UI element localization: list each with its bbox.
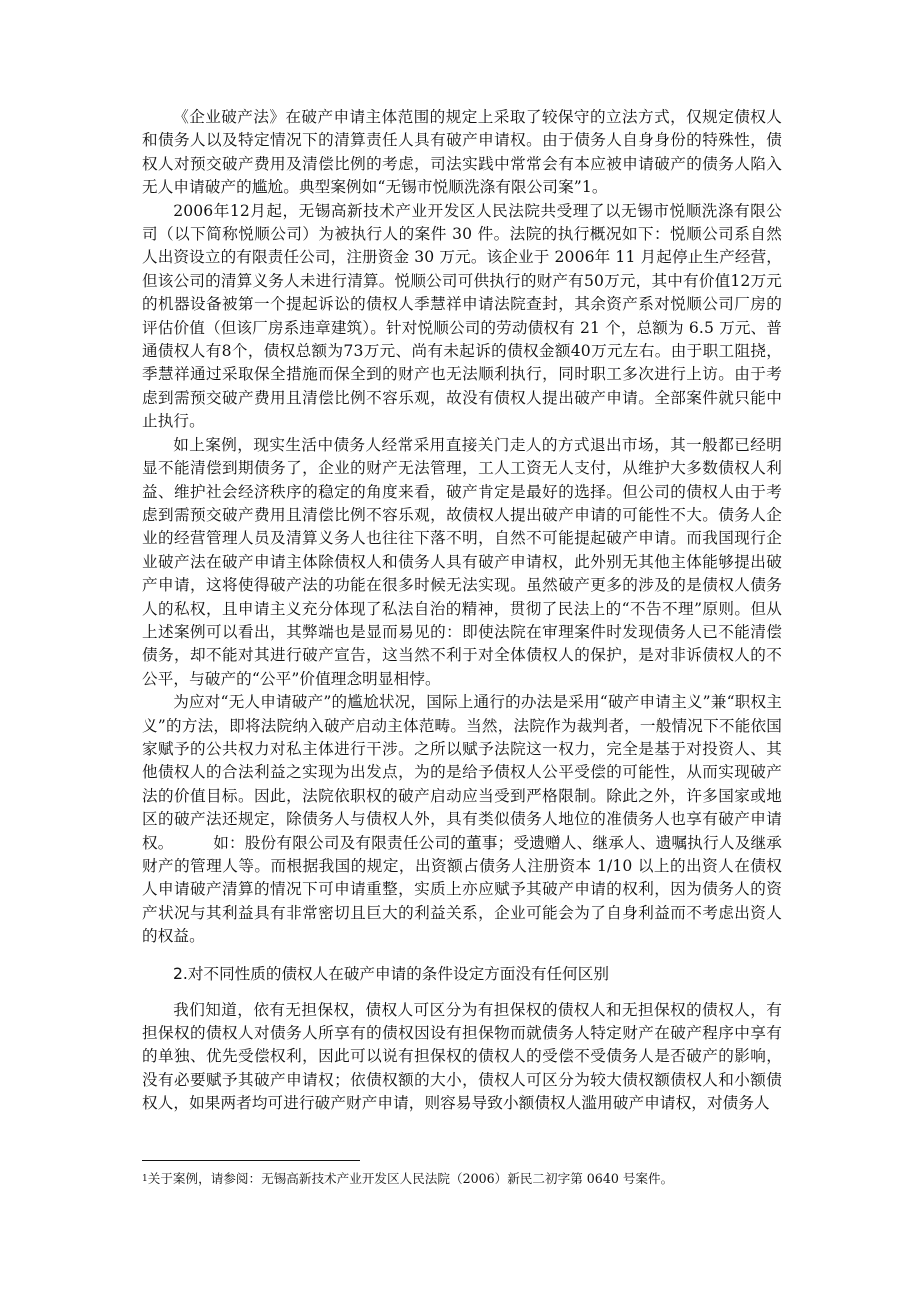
footnote-divider: [142, 1160, 360, 1161]
paragraph-intro: 《企业破产法》在破产申请主体范围的规定上采取了较保守的立法方式，仅规定债权人和债务人以及特定情况下的清算责任人具有破产申请权。由于债务人自身身份的特殊性，债权人对预交破产费用及清偿比例的考虑，司法实践中常常会有本应被申请破产的债务人陷入无人申请破产的尴尬。典型案例如“无锡市悦顺洗涤有限公司案”1。: [142, 108, 782, 197]
footnote-marker: 1: [142, 1174, 148, 1184]
section-heading: 2.对不同性质的债权人在破产申请的条件设定方面没有任何区别: [173, 964, 609, 983]
paragraph-creditor-types: 我们知道，依有无担保权，债权人可区分为有担保权的债权人和无担保权的债权人，有担保权的债权人对债务人所享有的债权因设有担保物而就债务人特定财产在破产程序中享有的单独、优先受偿权利，因此可以说有担保权的债权人的受偿不受债务人是否破产的影响，没有必要赋予其破产申请权；依债权额的大小，债权人可区分为较大债权额债权人和小额债权人，如果两者均可进行破产财产申请，则容易导致小额债权人滥用破产申请权，对债务人: [142, 1000, 782, 1113]
footnote: [142, 1170, 782, 1188]
paragraph-case-facts: 2006年12月起，无锡高新技术产业开发区人民法院共受理了以无锡市悦顺洗涤有限公司（以下简称悦顺公司）为被执行人的案件 30 件。法院的执行概况如下：悦顺公司系自然人出资设立的有限责任公司，注册资金 30 万元。该企业于 2006年 11 月起停止生产经营，但该公司的清算义务人未进行清算。悦顺公司可供执行的财产有50万元，其中有价值12万元的机器设备被第一个提起诉讼的债权人季慧祥申请法院查封，其余资产系对悦顺公司厂房的评估价值（但该厂房系违章建筑）。针对悦顺公司的劳动债权有 21 个，总额为 6.5 万元、普通债权人有8个，债权总额为73万元、尚有未起诉的债权金额40万元左右。由于职工阻挠，季慧祥通过采取保全措施而保全到的财产也无法顺利执行，同时职工多次进行上访。由于考虑到需预交破产费用且清偿比例不容乐观，故没有债权人提出破产申请。全部案件就只能中止执行。: [142, 201, 782, 431]
footnote-text: 关于案例，请参阅：无锡高新技术产业开发区人民法院（2006）新民二初字第 0640 号案件。: [147, 1171, 674, 1186]
paragraph-international-practice: 为应对“无人申请破产”的尴尬状况，国际上通行的办法是采用“破产申请主义”兼“职权主义”的方法，即将法院纳入破产启动主体范畴。当然，法院作为裁判者，一般情况下不能依国家赋予的公共权力对私主体进行干涉。之所以赋予法院这一权力，完全是基于对投资人、其他债权人的合法利益之实现为出发点，为的是给予债权人公平受偿的可能性，从而实现破产法的价值目标。因此，法院依职权的破产启动应当受到严格限制。除此之外，许多国家或地区的破产法还规定，除债务人与债权人外，具有类似债务人地位的准债务人也享有破产申请权。 如：股份有限公司及有限责任公司的董事；受遗赠人、继承人、遗嘱执行人及继承财产的管理人等。而根据我国的规定，出资额占债务人注册资本 1/10 以上的出资人在债权人申请破产清算的情况下可申请重整，实质上亦应赋予其破产申请的权利，因为债务人的资产状况与其利益具有非常密切且巨大的利益关系，企业可能会为了自身利益而不考虑出资人的权益。: [142, 693, 782, 946]
document-body: [142, 106, 782, 1116]
paragraph-case-analysis: 如上案例，现实生活中债务人经常采用直接关门走人的方式退出市场，其一般都已经明显不能清偿到期债务了，企业的财产无法管理，工人工资无人支付，从维护大多数债权人利益、维护社会经济秩序的稳定的角度来看，破产肯定是最好的选择。但公司的债权人由于考虑到需预交破产费用且清偿比例不容乐观，故债权人提出破产申请的可能性不大。债务人企业的经营管理人员及清算义务人也往往下落不明，自然不可能提起破产申请。而我国现行企业破产法在破产申请主体除债权人和债务人具有破产申请权，此外别无其他主体能够提出破产申请，这将使得破产法的功能在很多时候无法实现。虽然破产更多的涉及的是债权人债务人的私权，且申请主义充分体现了私法自治的精神，贯彻了民法上的“不告不理”原则。但从上述案例可以看出，其弊端也是显而易见的：即使法院在审理案件时发现债务人已不能清偿债务，却不能对其进行破产宣告，这当然不利于对全体债权人的保护，是对非诉债权人的不公平，与破产的“公平”价值理念明显相悖。: [142, 435, 782, 688]
